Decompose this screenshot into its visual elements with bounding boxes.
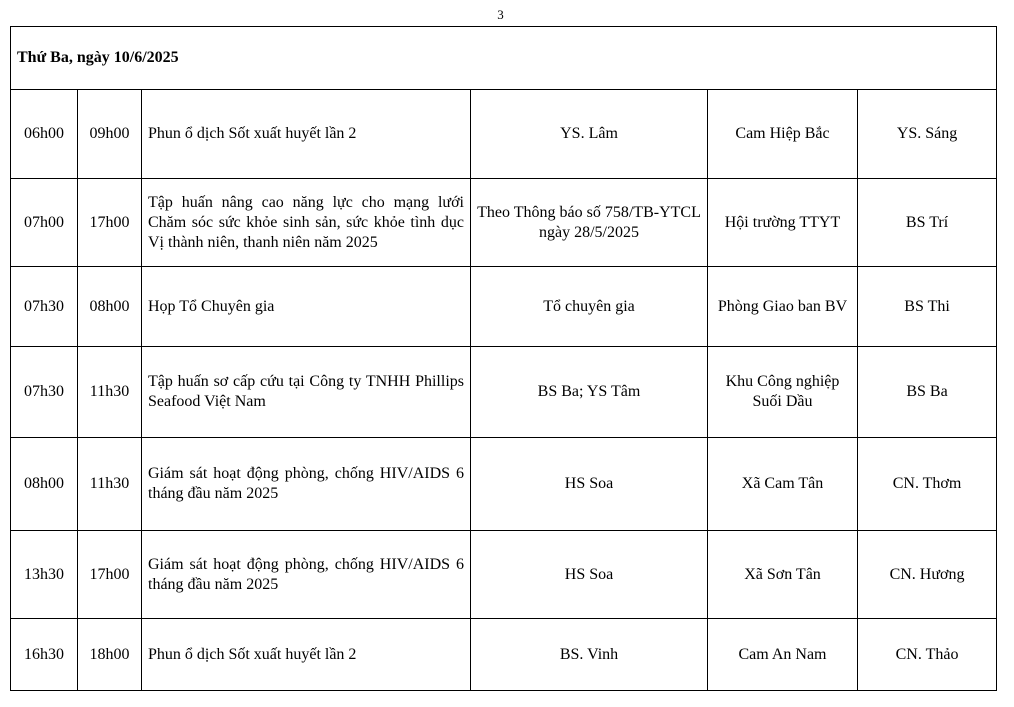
day-header: Thứ Ba, ngày 10/6/2025 — [11, 27, 997, 90]
location: Xã Sơn Tân — [708, 531, 858, 619]
location: Khu Công nghiệp Suối Dầu — [708, 347, 858, 438]
location: Hội trường TTYT — [708, 179, 858, 267]
start-time: 16h30 — [11, 619, 78, 691]
start-time: 06h00 — [11, 90, 78, 179]
person-in-charge: BS Ba — [858, 347, 997, 438]
location: Cam Hiệp Bắc — [708, 90, 858, 179]
start-time: 07h30 — [11, 347, 78, 438]
end-time: 17h00 — [78, 531, 142, 619]
start-time: 13h30 — [11, 531, 78, 619]
activity-content: Họp Tổ Chuyên gia — [142, 267, 471, 347]
activity-content: Phun ổ dịch Sốt xuất huyết lần 2 — [142, 619, 471, 691]
table-row — [11, 179, 997, 267]
location: Cam An Nam — [708, 619, 858, 691]
table-row — [11, 619, 997, 691]
table-row — [11, 90, 997, 179]
end-time: 08h00 — [78, 267, 142, 347]
day-header-row — [11, 27, 997, 90]
page-number: 3 — [497, 7, 504, 22]
start-time: 07h00 — [11, 179, 78, 267]
person-in-charge: CN. Thơm — [858, 438, 997, 531]
table-row — [11, 267, 997, 347]
person-in-charge: YS. Sáng — [858, 90, 997, 179]
table-row — [11, 347, 997, 438]
participants: Theo Thông báo số 758/TB-YTCL ngày 28/5/2025 — [471, 179, 708, 267]
schedule-table — [10, 26, 997, 691]
person-in-charge: CN. Thảo — [858, 619, 997, 691]
participants: YS. Lâm — [471, 90, 708, 179]
location: Xã Cam Tân — [708, 438, 858, 531]
participants: BS Ba; YS Tâm — [471, 347, 708, 438]
table-row — [11, 438, 997, 531]
activity-content: Giám sát hoạt động phòng, chống HIV/AIDS 6 tháng đầu năm 2025 — [142, 438, 471, 531]
end-time: 11h30 — [78, 438, 142, 531]
activity-content: Tập huấn sơ cấp cứu tại Công ty TNHH Phillips Seafood Việt Nam — [142, 347, 471, 438]
end-time: 11h30 — [78, 347, 142, 438]
person-in-charge: BS Thi — [858, 267, 997, 347]
end-time: 17h00 — [78, 179, 142, 267]
activity-content: Giám sát hoạt động phòng, chống HIV/AIDS 6 tháng đầu năm 2025 — [142, 531, 471, 619]
table-row — [11, 531, 997, 619]
start-time: 08h00 — [11, 438, 78, 531]
person-in-charge: CN. Hương — [858, 531, 997, 619]
participants: Tổ chuyên gia — [471, 267, 708, 347]
person-in-charge: BS Trí — [858, 179, 997, 267]
end-time: 18h00 — [78, 619, 142, 691]
participants: BS. Vinh — [471, 619, 708, 691]
participants: HS Soa — [471, 438, 708, 531]
end-time: 09h00 — [78, 90, 142, 179]
location: Phòng Giao ban BV — [708, 267, 858, 347]
start-time: 07h30 — [11, 267, 78, 347]
activity-content: Tập huấn nâng cao năng lực cho mạng lưới Chăm sóc sức khỏe sinh sản, sức khỏe tình dục Vị thành niên, thanh niên năm 2025 — [142, 179, 471, 267]
activity-content: Phun ổ dịch Sốt xuất huyết lần 2 — [142, 90, 471, 179]
participants: HS Soa — [471, 531, 708, 619]
